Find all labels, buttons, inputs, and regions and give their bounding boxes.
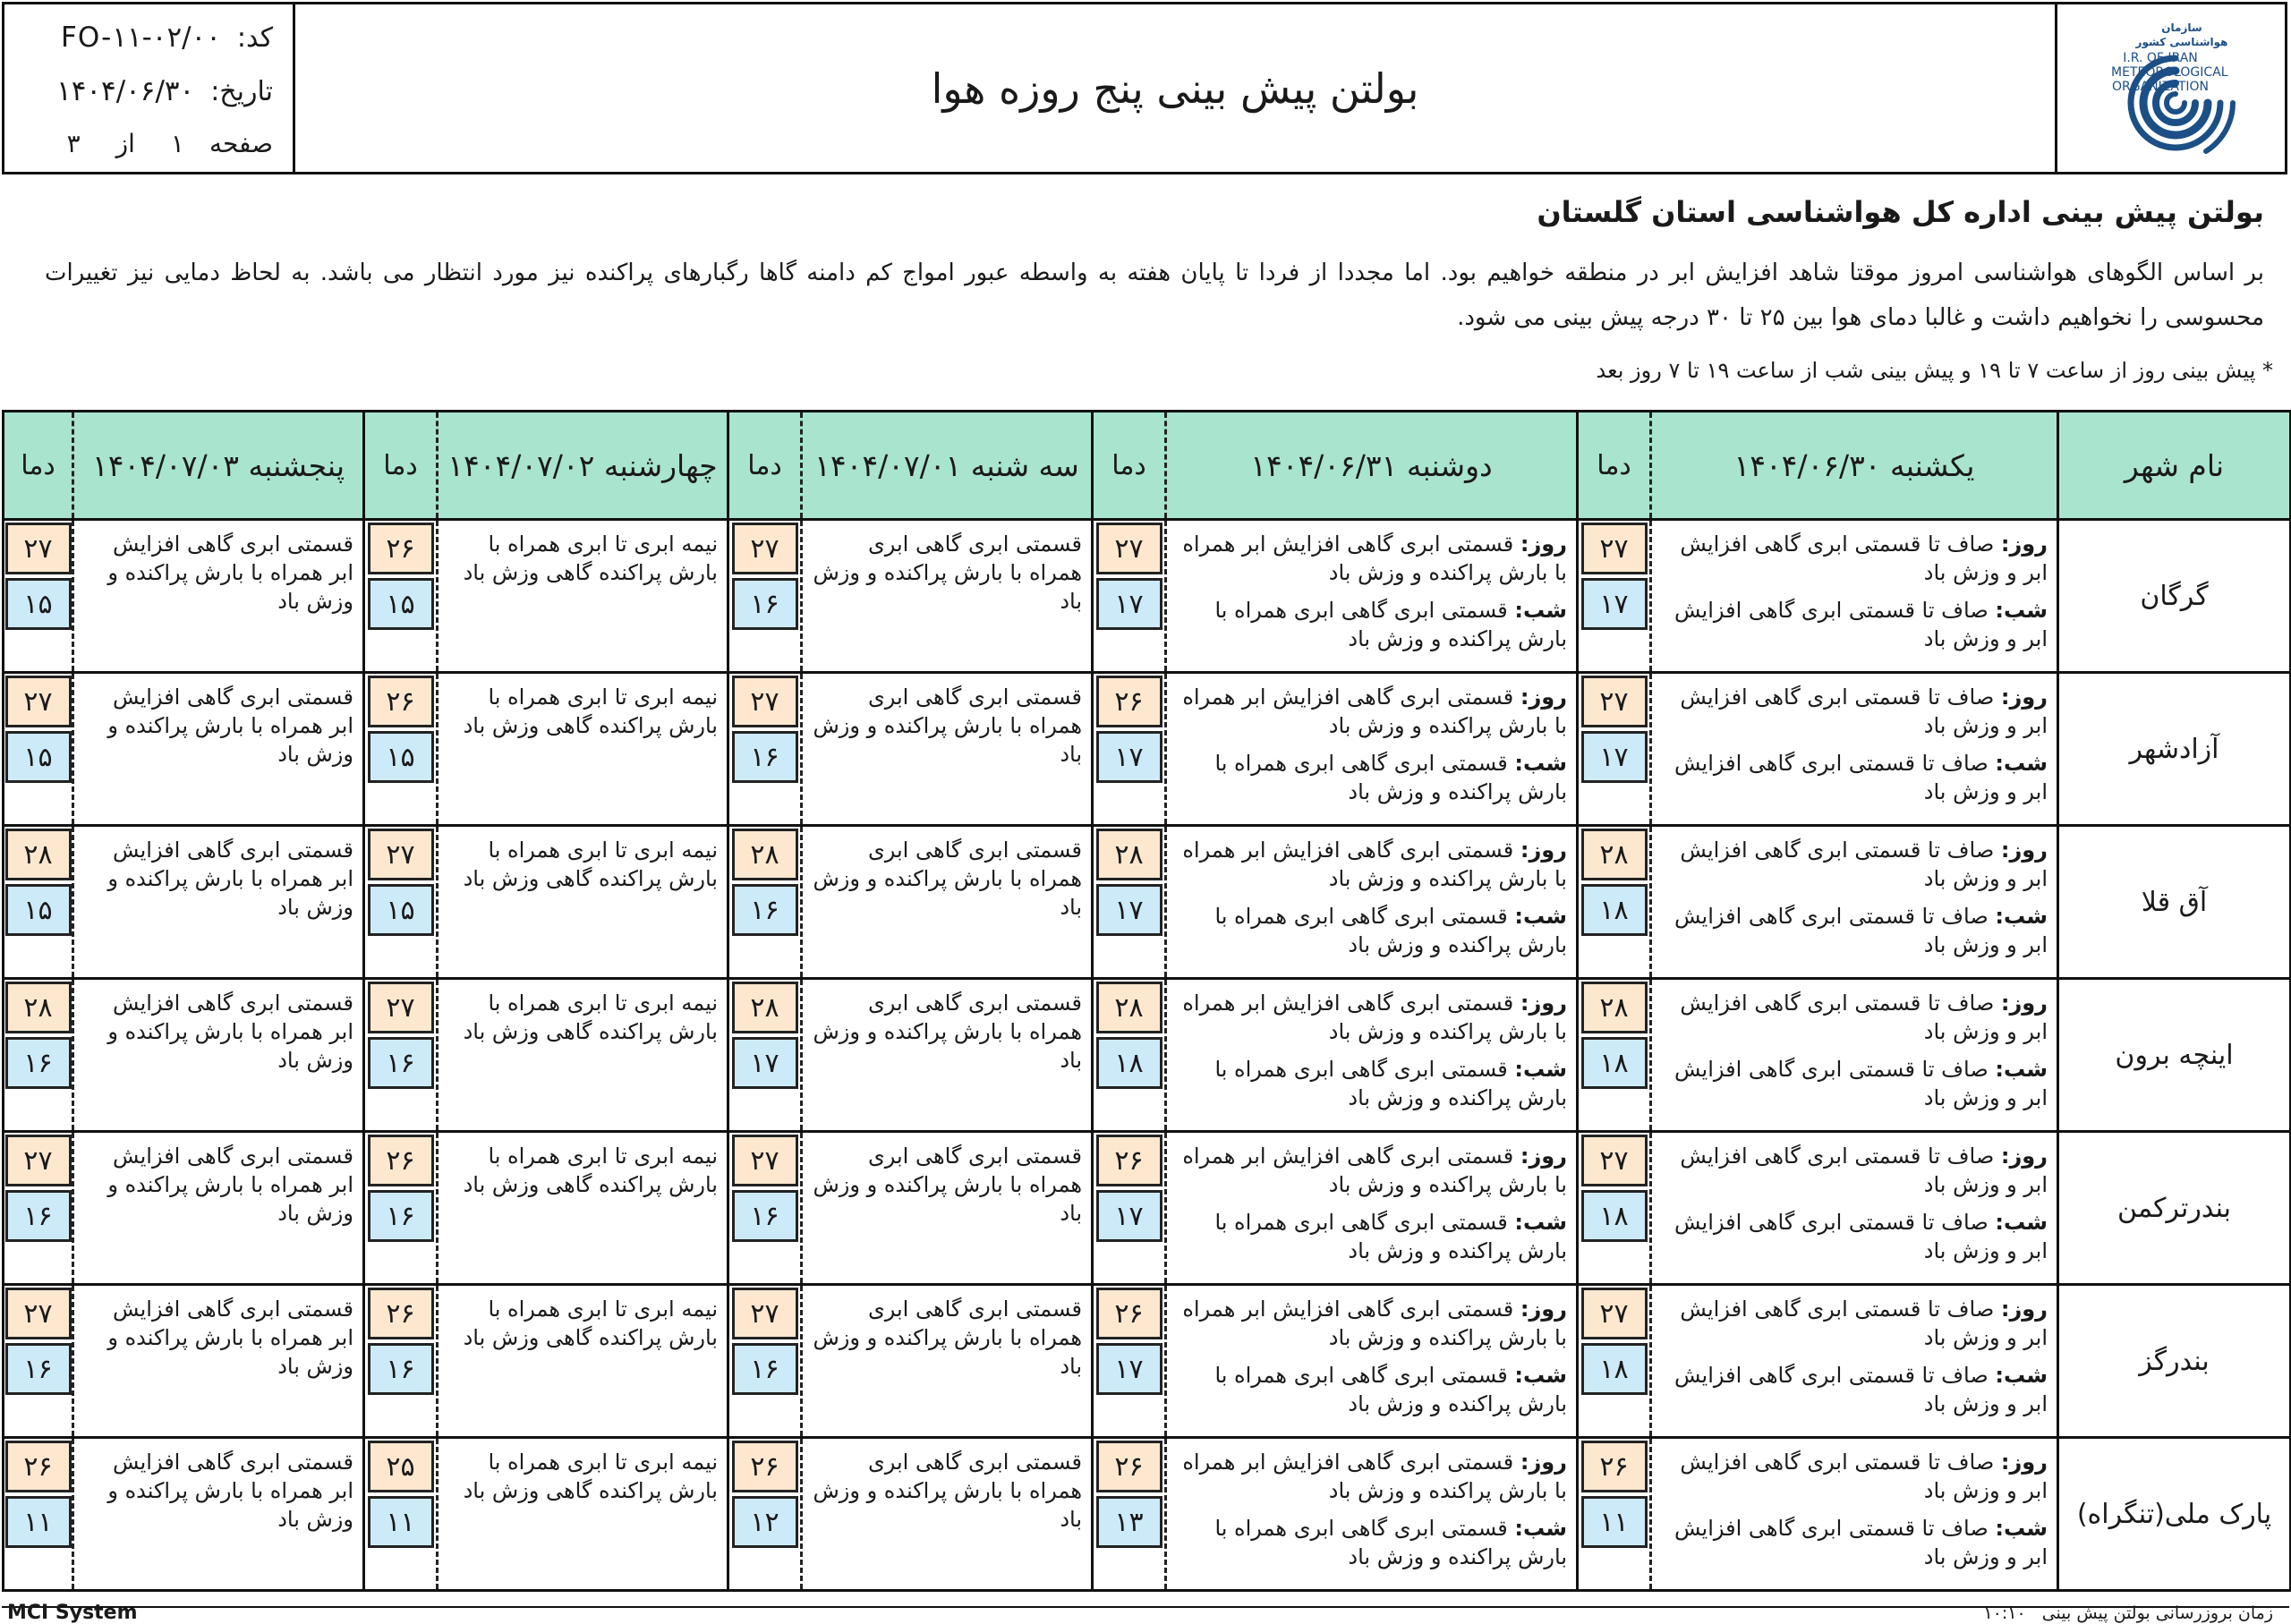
min-temp: ۱۶ — [368, 1190, 434, 1242]
min-temp: ۱۶ — [368, 1037, 434, 1089]
logo-box — [2055, 4, 2285, 172]
temp-cell — [1093, 826, 1166, 979]
max-temp: ۲۷ — [5, 1135, 72, 1186]
forecast-cell: نیمه ابری تا ابری همراه با بارش پراکنده گاهی وزش باد — [438, 673, 728, 826]
temp-cell — [728, 1132, 802, 1285]
min-temp: ۱۶ — [5, 1190, 72, 1242]
day-label: روز: — [2000, 1144, 2048, 1169]
forecast-cell — [1166, 1132, 1578, 1285]
day-forecast-text: قسمتی ابری گاهی افزایش ابر همراه با بارش پراکنده و وزش باد — [1182, 838, 1567, 891]
night-forecast — [1176, 749, 1567, 806]
night-label: شب: — [1995, 1210, 2048, 1235]
table-row — [4, 979, 2291, 1132]
day-forecast — [1176, 989, 1567, 1046]
forecast-cell: قسمتی ابری گاهی ابری همراه با بارش پراکنده و وزش باد — [802, 979, 1093, 1132]
night-forecast-text: قسمتی ابری گاهی ابری همراه با بارش پراکنده و وزش باد — [1214, 1057, 1567, 1110]
bulletin-header — [2, 2, 2287, 174]
footer-update-info — [1983, 1603, 2273, 1623]
logo-persian-name: سازمان هواشناسی کشور — [2135, 21, 2228, 48]
column-header-temp: دما — [1093, 412, 1166, 520]
page-indicator — [67, 129, 184, 158]
temp-cell — [1578, 1285, 1651, 1438]
forecast-cell: قسمتی ابری گاهی ابری همراه با بارش پراکنده و وزش باد — [802, 1285, 1093, 1438]
night-forecast-text: صاف تا قسمتی ابری گاهی افزایش ابر و وزش باد — [1674, 1057, 2048, 1110]
document-meta — [4, 4, 295, 172]
night-label: شب: — [1514, 1363, 1567, 1388]
temp-cell — [1093, 673, 1166, 826]
max-temp: ۲۷ — [1581, 676, 1648, 727]
day-label: روز: — [2000, 684, 2048, 710]
max-temp: ۲۷ — [368, 829, 434, 880]
code-row — [24, 15, 273, 60]
day-label: روز: — [2000, 838, 2048, 863]
column-header-day: یکشنبه ۱۴۰۴/۰۶/۳۰ — [1651, 412, 2058, 520]
temp-cell — [364, 1132, 438, 1285]
max-temp: ۲۷ — [368, 982, 434, 1033]
table-header-row — [4, 412, 2291, 520]
temp-cell — [1093, 520, 1166, 673]
night-forecast — [1661, 1514, 2048, 1571]
max-temp: ۲۶ — [1096, 1441, 1163, 1492]
temp-cell — [1578, 673, 1651, 826]
forecast-cell: نیمه ابری تا ابری همراه با بارش پراکنده گاهی وزش باد — [438, 520, 728, 673]
day-forecast-text: صاف تا قسمتی ابری گاهی افزایش ابر و وزش باد — [1680, 1450, 2048, 1503]
day-forecast — [1176, 836, 1567, 893]
night-forecast-text: قسمتی ابری گاهی ابری همراه با بارش پراکنده و وزش باد — [1214, 904, 1567, 957]
night-forecast — [1176, 1208, 1567, 1265]
max-temp: ۲۷ — [732, 1135, 798, 1186]
max-temp: ۲۷ — [1581, 1288, 1648, 1339]
max-temp: ۲۶ — [1096, 1288, 1163, 1339]
day-forecast — [1176, 1448, 1567, 1505]
night-forecast — [1176, 902, 1567, 959]
day-label: روز: — [1520, 991, 1567, 1016]
temp-cell — [364, 520, 438, 673]
min-temp: ۱۱ — [5, 1496, 72, 1548]
forecast-cell: قسمتی ابری گاهی ابری همراه با بارش پراکنده و وزش باد — [802, 1132, 1093, 1285]
temp-cell — [1093, 1438, 1166, 1591]
table-row — [4, 520, 2291, 673]
day-forecast-text: قسمتی ابری گاهی افزایش ابر همراه با بارش پراکنده و وزش باد — [1182, 1144, 1567, 1197]
night-label: شب: — [1995, 904, 2048, 929]
table-row — [4, 826, 2291, 979]
night-forecast — [1661, 749, 2048, 806]
table-row — [4, 1132, 2291, 1285]
max-temp: ۲۸ — [1581, 829, 1648, 880]
min-temp: ۱۶ — [368, 1343, 434, 1395]
min-temp: ۱۵ — [5, 578, 72, 630]
city-name: بندرگز — [2058, 1285, 2291, 1438]
temp-cell — [728, 826, 802, 979]
forecast-cell — [1166, 979, 1578, 1132]
night-label: شب: — [1995, 1057, 2048, 1082]
update-label: زمان بروزرسانی بولتن پیش بینی — [2041, 1603, 2273, 1623]
day-forecast — [1661, 530, 2048, 587]
night-forecast-text: صاف تا قسمتی ابری گاهی افزایش ابر و وزش باد — [1674, 1210, 2048, 1263]
temp-cell — [1093, 1285, 1166, 1438]
night-forecast — [1176, 1361, 1567, 1418]
day-forecast — [1661, 1448, 2048, 1505]
logo-line: ORGANIZATION — [2111, 80, 2210, 94]
forecast-time-note: * پیش بینی روز از ساعت ۷ تا ۱۹ و پیش بینی شب از ساعت ۱۹ تا ۷ روز بعد — [1596, 358, 2273, 383]
night-label: شب: — [1995, 1363, 2048, 1388]
min-temp: ۱۷ — [732, 1037, 798, 1089]
night-forecast — [1661, 1361, 2048, 1418]
temp-cell — [364, 673, 438, 826]
night-label: شب: — [1514, 598, 1567, 623]
day-forecast-text: صاف تا قسمتی ابری گاهی افزایش ابر و وزش باد — [1680, 1144, 2048, 1197]
night-label: شب: — [1995, 1516, 2048, 1541]
night-forecast — [1176, 596, 1567, 653]
min-temp: ۱۳ — [1096, 1496, 1163, 1548]
bulletin-subtitle: بولتن پیش بینی اداره کل هواشناسی استان گلستان — [1537, 195, 2264, 229]
table-row — [4, 673, 2291, 826]
max-temp: ۲۸ — [5, 829, 72, 880]
min-temp: ۱۶ — [732, 578, 798, 630]
forecast-cell: نیمه ابری تا ابری همراه با بارش پراکنده گاهی وزش باد — [438, 826, 728, 979]
forecast-cell — [1651, 520, 2058, 673]
city-name: پارک ملی(تنگراه) — [2058, 1438, 2291, 1591]
forecast-cell: قسمتی ابری گاهی افزایش ابر همراه با بارش پراکنده و وزش باد — [73, 1438, 364, 1591]
max-temp: ۲۷ — [1581, 523, 1648, 574]
forecast-cell: قسمتی ابری گاهی افزایش ابر همراه با بارش پراکنده و وزش باد — [73, 520, 364, 673]
column-header-day: دوشنبه ۱۴۰۴/۰۶/۳۱ — [1166, 412, 1578, 520]
max-temp: ۲۷ — [732, 676, 798, 727]
temp-cell — [4, 979, 73, 1132]
temp-cell — [364, 979, 438, 1132]
temp-cell — [728, 1285, 802, 1438]
day-forecast — [1176, 1295, 1567, 1352]
max-temp: ۲۶ — [1096, 676, 1163, 727]
city-name: گرگان — [2058, 520, 2291, 673]
night-forecast-text: صاف تا قسمتی ابری گاهی افزایش ابر و وزش باد — [1674, 598, 2048, 651]
max-temp: ۲۸ — [5, 982, 72, 1033]
night-forecast — [1661, 1055, 2048, 1112]
min-temp: ۱۶ — [732, 884, 798, 936]
min-temp: ۱۵ — [5, 731, 72, 783]
temp-cell — [1578, 979, 1651, 1132]
night-forecast-text: قسمتی ابری گاهی ابری همراه با بارش پراکنده و وزش باد — [1214, 1363, 1567, 1416]
forecast-cell: قسمتی ابری گاهی ابری همراه با بارش پراکنده و وزش باد — [802, 673, 1093, 826]
max-temp: ۲۶ — [732, 1441, 798, 1492]
column-header-city: نام شهر — [2058, 412, 2291, 520]
day-forecast-text: قسمتی ابری گاهی افزایش ابر همراه با بارش پراکنده و وزش باد — [1182, 1450, 1567, 1503]
max-temp: ۲۶ — [368, 523, 434, 574]
night-label: شب: — [1995, 598, 2048, 623]
night-label: شب: — [1514, 1057, 1567, 1082]
max-temp: ۲۵ — [368, 1441, 434, 1492]
code-label: کد: — [236, 21, 273, 54]
night-forecast — [1176, 1055, 1567, 1112]
forecast-cell — [1651, 979, 2058, 1132]
day-forecast-text: قسمتی ابری گاهی افزایش ابر همراه با بارش پراکنده و وزش باد — [1182, 531, 1567, 585]
day-forecast-text: صاف تا قسمتی ابری گاهی افزایش ابر و وزش باد — [1680, 1297, 2048, 1350]
temp-cell — [1578, 826, 1651, 979]
column-header-day: سه شنبه ۱۴۰۴/۰۷/۰۱ — [802, 412, 1093, 520]
forecast-cell: نیمه ابری تا ابری همراه با بارش پراکنده گاهی وزش باد — [438, 1132, 728, 1285]
column-header-day: چهارشنبه ۱۴۰۴/۰۷/۰۲ — [438, 412, 728, 520]
min-temp: ۱۷ — [1581, 731, 1648, 783]
page-total: ۳ — [66, 128, 81, 158]
max-temp: ۲۶ — [1096, 1135, 1163, 1186]
temp-cell — [364, 826, 438, 979]
day-forecast — [1661, 1295, 2048, 1352]
min-temp: ۱۱ — [368, 1496, 434, 1548]
day-forecast — [1176, 1142, 1567, 1199]
night-label: شب: — [1995, 751, 2048, 776]
day-forecast — [1176, 530, 1567, 587]
day-forecast-text: صاف تا قسمتی ابری گاهی افزایش ابر و وزش باد — [1680, 531, 2048, 585]
day-label: روز: — [2000, 1450, 2048, 1475]
max-temp: ۲۸ — [1581, 982, 1648, 1033]
max-temp: ۲۷ — [5, 676, 72, 727]
day-label: روز: — [1520, 838, 1567, 863]
temp-cell — [1578, 1438, 1651, 1591]
day-forecast — [1661, 989, 2048, 1046]
forecast-cell: قسمتی ابری گاهی افزایش ابر همراه با بارش پراکنده و وزش باد — [73, 1285, 364, 1438]
max-temp: ۲۸ — [1096, 829, 1163, 880]
min-temp: ۱۸ — [1096, 1037, 1163, 1089]
page-title: بولتن پیش بینی پنج روزه هوا — [931, 64, 1419, 113]
day-label: روز: — [1520, 531, 1567, 557]
min-temp: ۱۵ — [368, 578, 434, 630]
night-label: شب: — [1514, 904, 1567, 929]
day-label: روز: — [2000, 991, 2048, 1016]
forecast-cell: نیمه ابری تا ابری همراه با بارش پراکنده گاهی وزش باد — [438, 1285, 728, 1438]
min-temp: ۱۸ — [1581, 1190, 1648, 1242]
forecast-cell — [1166, 673, 1578, 826]
night-forecast-text: قسمتی ابری گاهی ابری همراه با بارش پراکنده و وزش باد — [1214, 751, 1567, 804]
temp-cell — [1093, 1132, 1166, 1285]
date-row — [24, 69, 273, 114]
night-forecast-text: صاف تا قسمتی ابری گاهی افزایش ابر و وزش باد — [1674, 904, 2048, 957]
min-temp: ۱۷ — [1096, 578, 1163, 630]
logo-line: I.R. OF IRAN — [2123, 51, 2198, 65]
forecast-cell: قسمتی ابری گاهی ابری همراه با بارش پراکنده و وزش باد — [802, 826, 1093, 979]
page-label: صفحه — [209, 128, 273, 158]
forecast-cell — [1166, 1285, 1578, 1438]
max-temp: ۲۶ — [368, 676, 434, 727]
max-temp: ۲۷ — [1581, 1135, 1648, 1186]
min-temp: ۱۶ — [732, 1190, 798, 1242]
forecast-cell — [1651, 1285, 2058, 1438]
temp-cell — [728, 520, 802, 673]
temp-cell — [1578, 1132, 1651, 1285]
temp-cell — [1578, 520, 1651, 673]
city-name: بندرترکمن — [2058, 1132, 2291, 1285]
max-temp: ۲۸ — [732, 829, 798, 880]
min-temp: ۱۷ — [1096, 731, 1163, 783]
forecast-cell — [1651, 1438, 2058, 1591]
night-forecast-text: صاف تا قسمتی ابری گاهی افزایش ابر و وزش باد — [1674, 751, 2048, 804]
min-temp: ۱۱ — [1581, 1496, 1648, 1548]
min-temp: ۱۲ — [732, 1496, 798, 1548]
min-temp: ۱۶ — [5, 1037, 72, 1089]
date-label: تاریخ: — [210, 75, 273, 107]
temp-cell — [728, 1438, 802, 1591]
min-temp: ۱۷ — [1096, 884, 1163, 936]
column-header-temp: دما — [4, 412, 73, 520]
day-forecast-text: صاف تا قسمتی ابری گاهی افزایش ابر و وزش باد — [1680, 991, 2048, 1044]
temp-cell — [364, 1438, 438, 1591]
forecast-cell: قسمتی ابری گاهی ابری همراه با بارش پراکنده و وزش باد — [802, 1438, 1093, 1591]
day-forecast-text: قسمتی ابری گاهی افزایش ابر همراه با بارش پراکنده و وزش باد — [1182, 991, 1567, 1044]
day-label: روز: — [2000, 1297, 2048, 1322]
forecast-cell: قسمتی ابری گاهی افزایش ابر همراه با بارش پراکنده و وزش باد — [73, 826, 364, 979]
column-header-temp: دما — [1578, 412, 1651, 520]
footer-system-name: MCI System — [7, 1602, 138, 1624]
max-temp: ۲۷ — [5, 523, 72, 574]
temp-cell — [4, 1285, 73, 1438]
max-temp: ۲۷ — [732, 1288, 798, 1339]
max-temp: ۲۷ — [5, 1288, 72, 1339]
forecast-cell: قسمتی ابری گاهی افزایش ابر همراه با بارش پراکنده و وزش باد — [73, 1132, 364, 1285]
temp-cell — [4, 826, 73, 979]
temp-cell — [728, 673, 802, 826]
temp-cell — [4, 1438, 73, 1591]
max-temp: ۲۶ — [5, 1441, 72, 1492]
max-temp: ۲۶ — [368, 1135, 434, 1186]
night-forecast-text: صاف تا قسمتی ابری گاهی افزایش ابر و وزش باد — [1674, 1363, 2048, 1416]
date-value: ۱۴۰۴/۰۶/۳۰ — [56, 75, 195, 107]
forecast-cell — [1651, 1132, 2058, 1285]
forecast-cell: نیمه ابری تا ابری همراه با بارش پراکنده گاهی وزش باد — [438, 1438, 728, 1591]
logo-english-name — [2111, 51, 2228, 94]
column-header-temp: دما — [364, 412, 438, 520]
update-time: ۱۰:۱۰ — [1983, 1603, 2026, 1623]
table-row — [4, 1285, 2291, 1438]
min-temp: ۱۶ — [732, 1343, 798, 1395]
logo-line: METEOROLOGICAL — [2111, 65, 2228, 80]
max-temp: ۲۶ — [1581, 1441, 1648, 1492]
day-label: روز: — [2000, 531, 2048, 557]
code-value: FO-۱۱-۰۲/۰۰ — [61, 21, 221, 54]
max-temp: ۲۶ — [368, 1288, 434, 1339]
night-forecast — [1661, 902, 2048, 959]
temp-cell — [4, 673, 73, 826]
footer-divider — [2, 1606, 2289, 1608]
min-temp: ۱۵ — [368, 884, 434, 936]
column-header-temp: دما — [728, 412, 802, 520]
max-temp: ۲۸ — [1096, 982, 1163, 1033]
day-forecast — [1176, 683, 1567, 740]
bulletin-summary: بر اساس الگوهای هواشناسی امروز موقتا شاهد افزایش ابر در منطقه خواهیم بود. اما مجددا از فردا تا پایان هفته به واسطه عبور امواج کم دامنه گاها رگبارهای پراکنده نیز مورد انتظار می باشد. به لحاظ دمایی نیز تغییرات محسوسی را نخواهیم داشت و غالبا دمای هوا بین ۲۵ تا ۳۰ درجه پیش بینی می شود. — [45, 259, 2264, 331]
max-temp: ۲۷ — [1096, 523, 1163, 574]
night-forecast — [1661, 1208, 2048, 1265]
night-forecast — [1176, 1514, 1567, 1571]
day-forecast-text: قسمتی ابری گاهی افزایش ابر همراه با بارش پراکنده و وزش باد — [1182, 1297, 1567, 1350]
night-forecast-text: قسمتی ابری گاهی ابری همراه با بارش پراکنده و وزش باد — [1214, 1516, 1567, 1569]
temp-cell — [1093, 979, 1166, 1132]
page-current: ۱ — [170, 128, 184, 158]
day-forecast — [1661, 1142, 2048, 1199]
night-label: شب: — [1514, 1210, 1567, 1235]
min-temp: ۱۸ — [1581, 1037, 1648, 1089]
forecast-cell — [1651, 673, 2058, 826]
day-label: روز: — [1520, 684, 1567, 710]
forecast-cell: قسمتی ابری گاهی ابری همراه با بارش پراکنده و وزش باد — [802, 520, 1093, 673]
night-forecast-text: قسمتی ابری گاهی ابری همراه با بارش پراکنده و وزش باد — [1214, 598, 1567, 651]
day-label: روز: — [1520, 1297, 1567, 1322]
min-temp: ۱۶ — [732, 731, 798, 783]
day-label: روز: — [1520, 1450, 1567, 1475]
day-forecast-text: صاف تا قسمتی ابری گاهی افزایش ابر و وزش باد — [1680, 684, 2048, 738]
min-temp: ۱۷ — [1096, 1343, 1163, 1395]
column-header-day: پنجشنبه ۱۴۰۴/۰۷/۰۳ — [73, 412, 364, 520]
min-temp: ۱۷ — [1096, 1190, 1163, 1242]
night-forecast-text: صاف تا قسمتی ابری گاهی افزایش ابر و وزش باد — [1674, 1516, 2048, 1569]
temp-cell — [4, 1132, 73, 1285]
night-forecast-text: قسمتی ابری گاهی ابری همراه با بارش پراکنده و وزش باد — [1214, 1210, 1567, 1263]
forecast-cell — [1166, 826, 1578, 979]
page-row — [24, 121, 273, 166]
forecast-cell — [1651, 826, 2058, 979]
min-temp: ۱۵ — [368, 731, 434, 783]
city-name: آق قلا — [2058, 826, 2291, 979]
max-temp: ۲۸ — [732, 982, 798, 1033]
city-name: اینچه برون — [2058, 979, 2291, 1132]
max-temp: ۲۷ — [732, 523, 798, 574]
forecast-cell — [1166, 1438, 1578, 1591]
city-name: آزادشهر — [2058, 673, 2291, 826]
night-forecast — [1661, 596, 2048, 653]
day-forecast — [1661, 683, 2048, 740]
day-forecast — [1661, 836, 2048, 893]
night-label: شب: — [1514, 751, 1567, 776]
temp-cell — [364, 1285, 438, 1438]
min-temp: ۱۶ — [5, 1343, 72, 1395]
forecast-cell — [1166, 520, 1578, 673]
temp-cell — [4, 520, 73, 673]
day-forecast-text: صاف تا قسمتی ابری گاهی افزایش ابر و وزش باد — [1680, 838, 2048, 891]
page-of: از — [115, 128, 135, 158]
forecast-cell: قسمتی ابری گاهی افزایش ابر همراه با بارش پراکنده و وزش باد — [73, 673, 364, 826]
night-label: شب: — [1514, 1516, 1567, 1541]
forecast-cell: نیمه ابری تا ابری همراه با بارش پراکنده گاهی وزش باد — [438, 979, 728, 1132]
day-label: روز: — [1520, 1144, 1567, 1169]
temp-cell — [728, 979, 802, 1132]
min-temp: ۱۸ — [1581, 1343, 1648, 1395]
min-temp: ۱۵ — [5, 884, 72, 936]
table-row — [4, 1438, 2291, 1591]
day-forecast-text: قسمتی ابری گاهی افزایش ابر همراه با بارش پراکنده و وزش باد — [1182, 684, 1567, 738]
forecast-cell: قسمتی ابری گاهی افزایش ابر همراه با بارش پراکنده و وزش باد — [73, 979, 364, 1132]
min-temp: ۱۸ — [1581, 884, 1648, 936]
min-temp: ۱۷ — [1581, 578, 1648, 630]
forecast-table — [2, 410, 2291, 1592]
